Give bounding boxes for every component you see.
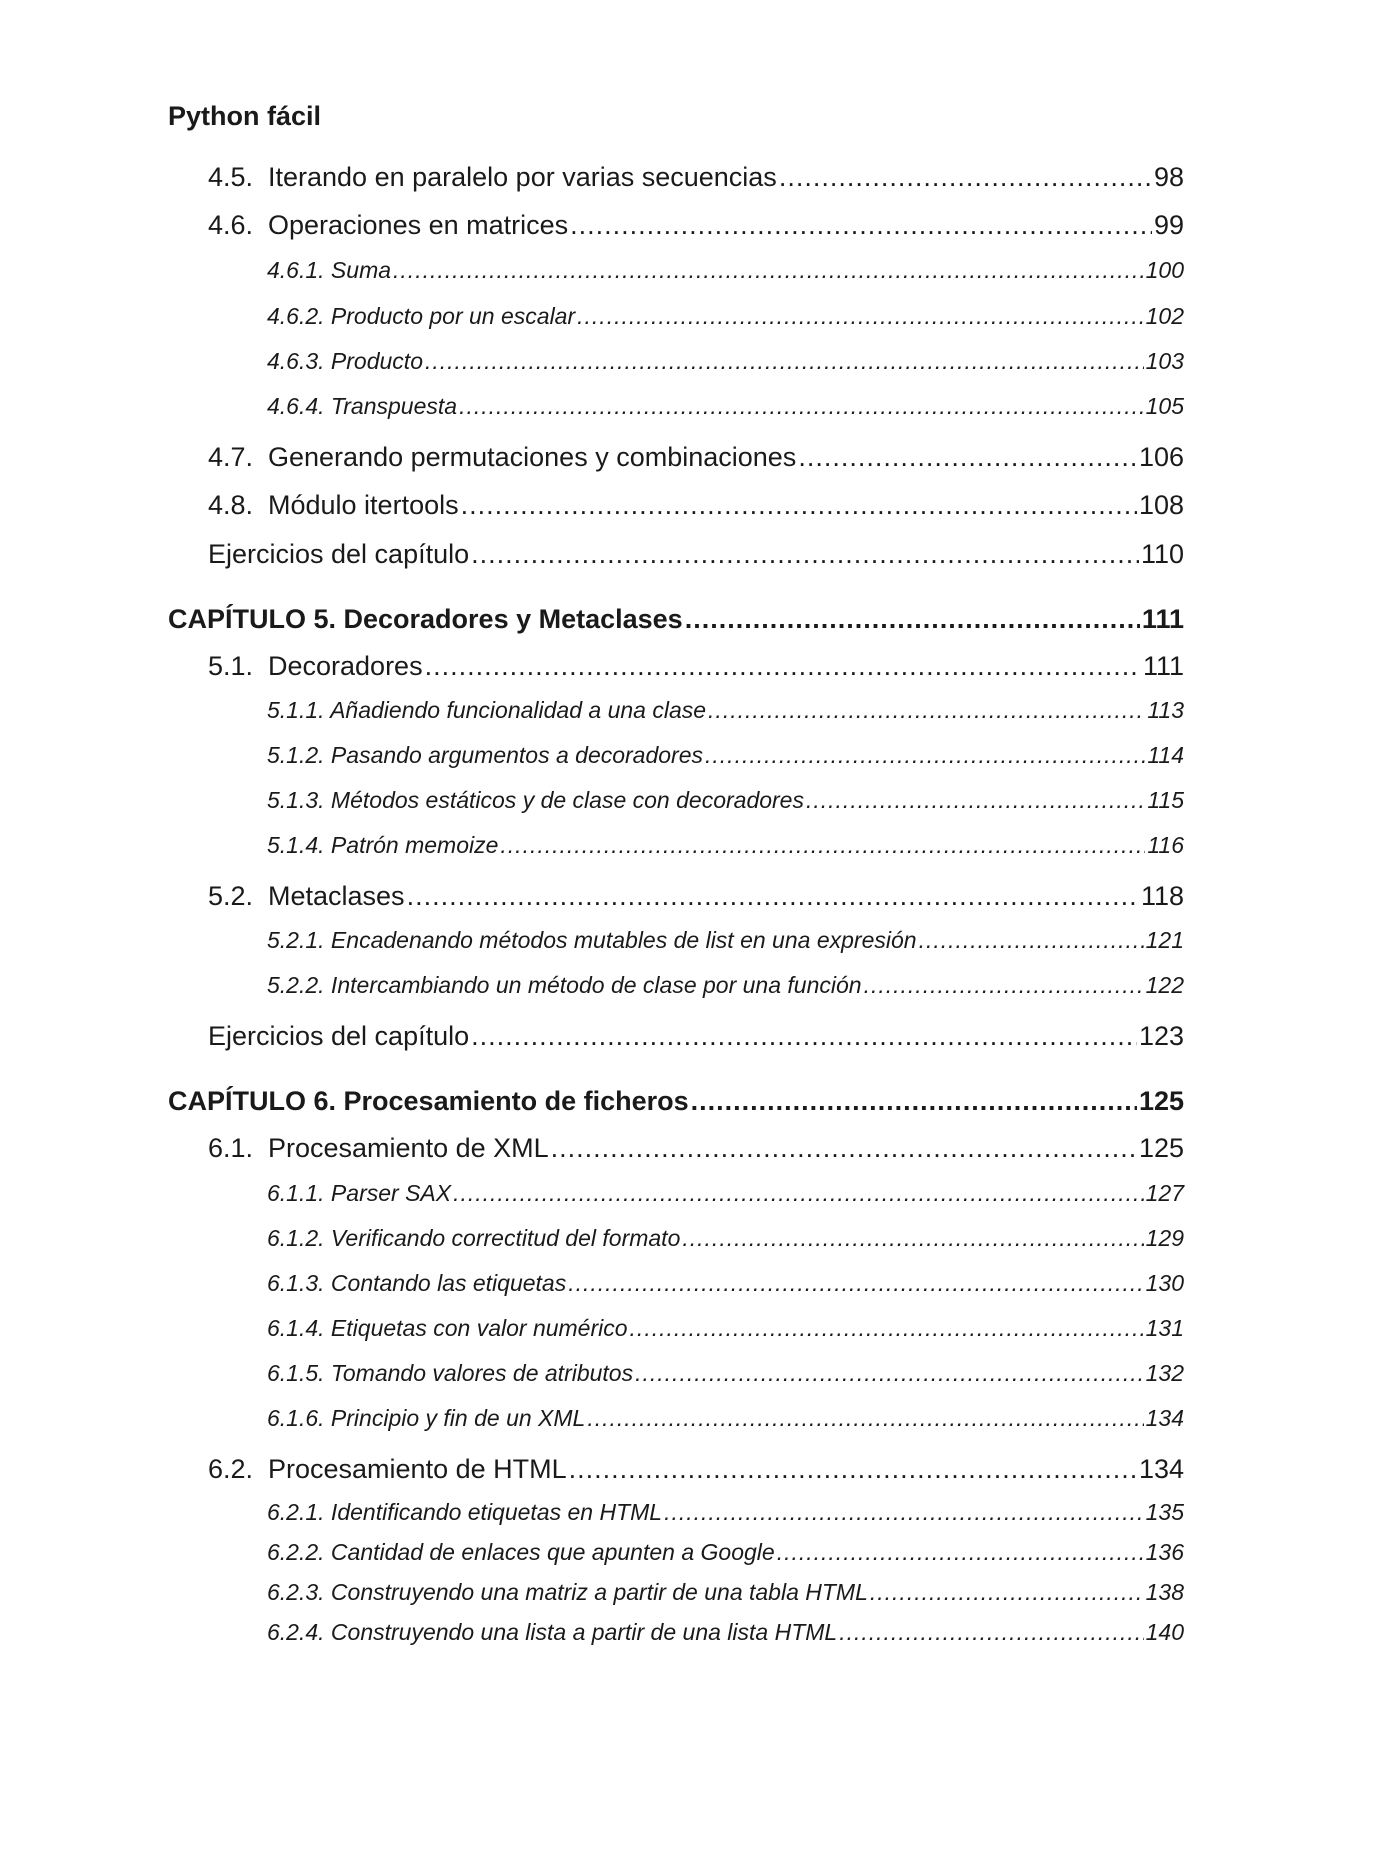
dot-leader — [682, 1221, 1143, 1255]
toc-page-number: 102 — [1145, 303, 1184, 329]
toc-page-number: 134 — [1138, 1454, 1184, 1484]
toc-entry-sub — [267, 253, 1184, 287]
dot-leader — [708, 693, 1145, 727]
dot-leader — [453, 1176, 1144, 1210]
toc-entry-text: 5.2.2. Intercambiando un método de clase por una función — [267, 972, 862, 998]
dot-leader — [691, 1081, 1137, 1121]
toc-entry-sub — [267, 1535, 1184, 1569]
toc-entry-title — [267, 389, 457, 423]
toc-entry-title — [267, 1266, 566, 1300]
toc-entry-number: 4.8. — [208, 490, 254, 520]
dot-leader — [471, 534, 1139, 574]
dot-leader — [635, 1356, 1144, 1390]
dot-leader — [806, 783, 1145, 817]
toc-entry-sub — [267, 1401, 1184, 1435]
toc-entry-number: 5.1. — [208, 651, 254, 681]
dot-leader — [779, 157, 1152, 197]
toc-entry-sub — [267, 693, 1184, 727]
toc-entry-text: 6.2.1. Identificando etiquetas en HTML — [267, 1499, 663, 1525]
toc-entry-number: 4.6. — [208, 210, 254, 240]
toc-entry-title — [267, 1401, 585, 1435]
toc-page-number: 115 — [1147, 787, 1184, 813]
toc-entry-text: 5.1.2. Pasando argumentos a decoradores — [267, 742, 704, 768]
dot-leader — [864, 968, 1144, 1002]
toc-entry-title — [267, 344, 423, 378]
toc-entry-sub — [267, 1176, 1184, 1210]
toc-entry-text: 4.6.4. Transpuesta — [267, 393, 458, 419]
dot-leader — [425, 646, 1141, 686]
toc-page-number: 135 — [1145, 1499, 1184, 1525]
dot-leader — [839, 1615, 1143, 1649]
toc-entry-title — [267, 1176, 451, 1210]
toc-entry-sub — [267, 1266, 1184, 1300]
toc-page-number: 140 — [1145, 1619, 1184, 1645]
dot-leader — [630, 1311, 1144, 1345]
dot-leader — [569, 1449, 1137, 1489]
toc-page-number: 138 — [1145, 1579, 1184, 1605]
toc-entry-text: 6.1.5. Tomando valores de atributos — [267, 1360, 634, 1386]
toc-page-number: 103 — [1145, 348, 1184, 374]
toc-entry-title — [267, 693, 706, 727]
dot-leader — [407, 876, 1139, 916]
toc-page-number: 111 — [1142, 651, 1184, 681]
dot-leader — [570, 205, 1152, 245]
toc-entry-sub — [267, 1356, 1184, 1390]
toc-entry-section — [208, 1128, 1184, 1168]
toc-page-number: 105 — [1145, 393, 1184, 419]
toc-entry-text: Procesamiento de XML — [268, 1133, 549, 1163]
toc-entry-section — [208, 1449, 1184, 1489]
toc-entry-section — [208, 157, 1184, 197]
dot-leader — [577, 299, 1143, 333]
toc-entry-text: Iterando en paralelo por varias secuencias — [268, 162, 777, 192]
toc-entry-title — [267, 1615, 837, 1649]
dot-leader — [705, 738, 1145, 772]
toc-page-number: 122 — [1145, 972, 1184, 998]
toc-page-number: 127 — [1145, 1180, 1184, 1206]
toc-entry-title — [208, 157, 777, 197]
toc-page-number: 108 — [1138, 490, 1184, 520]
toc-entry-section — [208, 876, 1184, 916]
toc-page-number: 130 — [1145, 1270, 1184, 1296]
toc-entry-title — [208, 437, 796, 477]
toc-entry-text: 6.2.4. Construyendo una lista a partir de una lista HTML — [267, 1619, 838, 1645]
toc-entry-text: 6.1.2. Verificando correctitud del formato — [267, 1225, 681, 1251]
toc-entry-section — [208, 646, 1184, 686]
toc-page-number: 99 — [1153, 210, 1184, 240]
toc-entry-title — [267, 1575, 868, 1609]
toc-entry-text: 4.6.3. Producto — [267, 348, 423, 374]
dot-leader — [870, 1575, 1144, 1609]
toc-entry-title — [208, 485, 459, 525]
dot-leader — [500, 828, 1145, 862]
dot-leader — [919, 923, 1144, 957]
toc-page-number: 106 — [1138, 442, 1184, 472]
toc-entry-text: 4.6.1. Suma — [267, 257, 392, 283]
toc-page-number: 134 — [1145, 1405, 1184, 1431]
toc-entry-sub — [267, 1495, 1184, 1529]
toc-page-number: 132 — [1145, 1360, 1184, 1386]
toc-entry-sub — [267, 1221, 1184, 1255]
dot-leader — [425, 344, 1144, 378]
toc-page-number: 123 — [1138, 1021, 1184, 1051]
toc-page-number: 111 — [1141, 604, 1184, 634]
toc-entry-text: 5.1.4. Patrón memoize — [267, 832, 499, 858]
toc-page-number: 131 — [1145, 1315, 1184, 1341]
dot-leader — [587, 1401, 1143, 1435]
toc-entry-text: 5.2.1. Encadenando métodos mutables de list en una expresión — [267, 927, 917, 953]
toc-entry-text: 6.1.6. Principio y fin de un XML — [267, 1405, 586, 1431]
toc-entry-number: 4.5. — [208, 162, 254, 192]
dot-leader — [568, 1266, 1143, 1300]
toc-page-number: 121 — [1145, 927, 1184, 953]
toc-entry-number: 5.2. — [208, 881, 254, 911]
dot-leader — [471, 1016, 1137, 1056]
toc-entry-title — [267, 299, 575, 333]
toc-entry-sub — [267, 828, 1184, 862]
toc-entry-sub — [267, 1311, 1184, 1345]
toc-entry-sub — [267, 1575, 1184, 1609]
toc-entry-title — [267, 1221, 680, 1255]
toc-entry-number: 4.7. — [208, 442, 254, 472]
toc-entry-text: 4.6.2. Producto por un escalar — [267, 303, 576, 329]
toc-entry-title — [208, 646, 423, 686]
toc-entry-chapter — [168, 599, 1184, 639]
toc-entry-text: Módulo itertools — [268, 490, 459, 520]
toc-entry-text: 6.1.3. Contando las etiquetas — [267, 1270, 567, 1296]
toc-entry-text: Ejercicios del capítulo — [208, 539, 470, 569]
toc-page-number: 125 — [1138, 1133, 1184, 1163]
toc-entry-text: 6.1.1. Parser SAX — [267, 1180, 452, 1206]
toc-page-number: 110 — [1140, 539, 1184, 569]
dot-leader — [777, 1535, 1144, 1569]
toc-page-number: 125 — [1138, 1086, 1184, 1116]
toc-entry-title — [168, 1081, 689, 1121]
toc-entry-text: Generando permutaciones y combinaciones — [268, 442, 797, 472]
dot-leader — [551, 1128, 1137, 1168]
dot-leader — [461, 485, 1137, 525]
toc-entry-number: 6.1. — [208, 1133, 254, 1163]
toc-entry-section — [208, 1016, 1184, 1056]
toc-entry-title — [267, 923, 917, 957]
toc-entry-text: Ejercicios del capítulo — [208, 1021, 470, 1051]
toc-entry-title — [267, 1356, 633, 1390]
toc-entry-title — [168, 599, 683, 639]
toc-entry-sub — [267, 968, 1184, 1002]
toc-entry-title — [208, 205, 568, 245]
toc-entry-sub — [267, 738, 1184, 772]
toc-entry-title — [208, 876, 405, 916]
toc-entry-text: Operaciones en matrices — [268, 210, 569, 240]
toc-entry-title — [267, 783, 804, 817]
toc-entry-title — [208, 534, 469, 574]
toc-entry-section — [208, 534, 1184, 574]
toc-entry-text: Procesamiento de HTML — [268, 1454, 567, 1484]
toc-entry-text: 6.1.4. Etiquetas con valor numérico — [267, 1315, 628, 1341]
toc-entry-title — [208, 1016, 469, 1056]
toc-page-number: 100 — [1145, 257, 1184, 283]
toc-entry-title — [208, 1128, 549, 1168]
toc-entry-title — [267, 968, 862, 1002]
toc-entry-title — [267, 828, 498, 862]
toc-entry-sub — [267, 783, 1184, 817]
dot-leader — [798, 437, 1137, 477]
toc-page-number: 129 — [1145, 1225, 1184, 1251]
dot-leader — [459, 389, 1144, 423]
toc-entry-text: 5.1.3. Métodos estáticos y de clase con decoradores — [267, 787, 804, 813]
toc-page-number: 136 — [1145, 1539, 1184, 1565]
toc-page-number: 116 — [1147, 832, 1184, 858]
toc-entry-title — [267, 738, 703, 772]
toc-entry-sub — [267, 389, 1184, 423]
toc-entry-sub — [267, 299, 1184, 333]
toc-entry-text: Metaclases — [268, 881, 405, 911]
running-header: Python fácil — [168, 101, 322, 131]
toc-entry-text: 6.2.2. Cantidad de enlaces que apunten a Google — [267, 1539, 775, 1565]
toc-entry-title — [267, 1311, 628, 1345]
toc-entry-title — [267, 253, 391, 287]
toc-entry-section — [208, 205, 1184, 245]
dot-leader — [664, 1495, 1144, 1529]
toc-entry-text: CAPÍTULO 6. Procesamiento de ficheros — [168, 1086, 689, 1116]
toc-entry-text: 5.1.1. Añadiendo funcionalidad a una clase — [267, 697, 707, 723]
toc-entry-number: 6.2. — [208, 1454, 254, 1484]
toc-page-number: 98 — [1153, 162, 1184, 192]
dot-leader — [685, 599, 1140, 639]
toc-entry-sub — [267, 923, 1184, 957]
toc-entry-chapter — [168, 1081, 1184, 1121]
dot-leader — [393, 253, 1144, 287]
toc-entry-sub — [267, 344, 1184, 378]
toc-entry-text: CAPÍTULO 5. Decoradores y Metaclases — [168, 604, 683, 634]
toc-entry-title — [267, 1495, 662, 1529]
toc-entry-section — [208, 485, 1184, 525]
toc-page-number: 118 — [1140, 881, 1184, 911]
toc-entry-section — [208, 437, 1184, 477]
toc-page-number: 114 — [1147, 742, 1184, 768]
toc-entry-title — [208, 1449, 567, 1489]
toc-entry-text: 6.2.3. Construyendo una matriz a partir de una tabla HTML — [267, 1579, 868, 1605]
toc-entry-sub — [267, 1615, 1184, 1649]
toc-entry-text: Decoradores — [268, 651, 423, 681]
toc-entry-title — [267, 1535, 775, 1569]
toc-page-number: 113 — [1147, 697, 1184, 723]
